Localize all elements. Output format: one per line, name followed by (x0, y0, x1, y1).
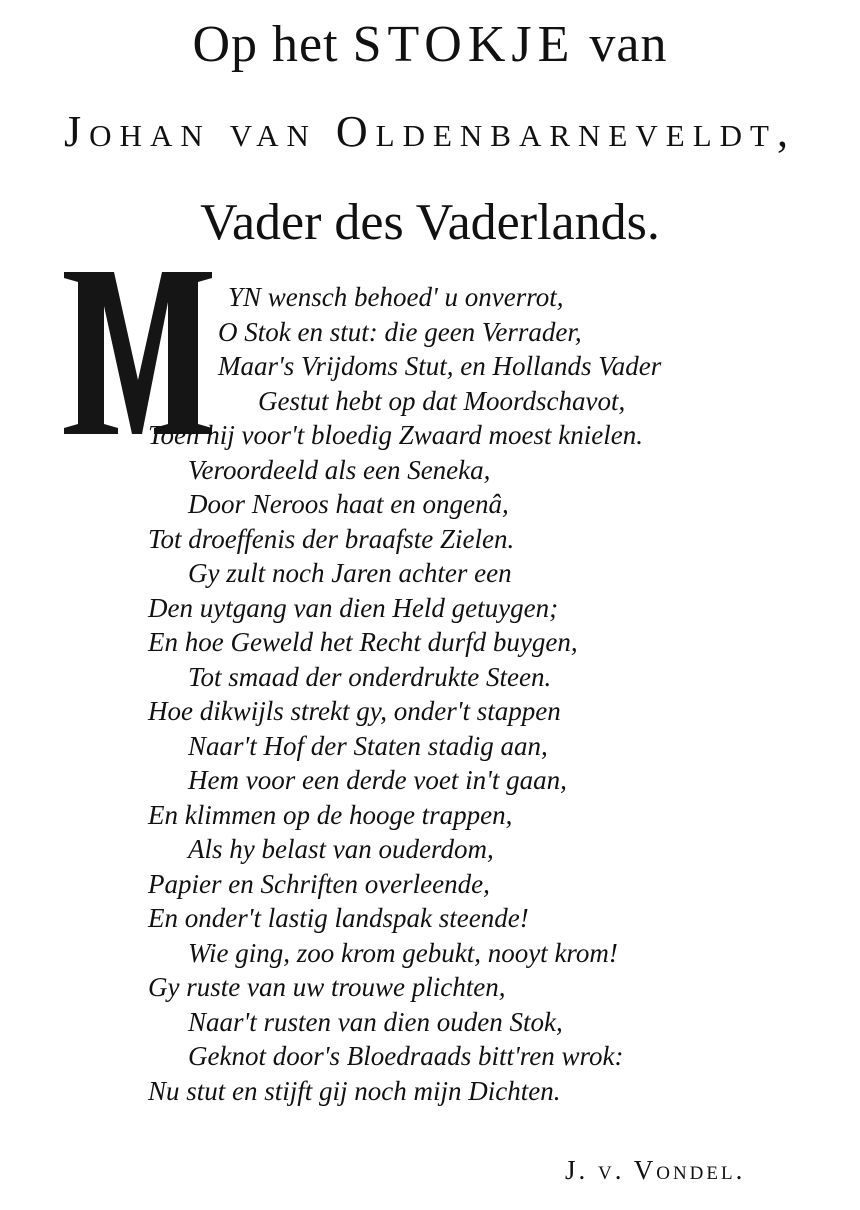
poem-line: Hem voor een derde voet in't gaan, (188, 765, 567, 795)
poem-line: Naar't rusten van dien ouden Stok, (188, 1007, 563, 1037)
poem-line: En onder't lastig landspak steende! (148, 903, 529, 933)
poem-line: Veroordeeld als een Seneka, (188, 455, 491, 485)
poem-line: En hoe Geweld het Recht durfd buygen, (148, 627, 578, 657)
drop-cap-glyph (58, 262, 218, 440)
poem-line: Tot droeffenis der braafste Zielen. (148, 524, 515, 554)
poem-line: Nu stut en stijft gij noch mijn Dichten. (148, 1076, 561, 1106)
poem-line: Hoe dikwijls strekt gy, onder't stappen (148, 696, 561, 726)
poem-line: Papier en Schriften overleende, (148, 869, 490, 899)
poem-line: Toen hij voor't bloedig Zwaard moest knielen. (148, 420, 644, 450)
poem-line: YN wensch behoed' u onverrot, (228, 282, 564, 312)
poem-line: Gy ruste van uw trouwe plichten, (148, 972, 506, 1002)
poem-line: Door Neroos haat en ongenâ, (188, 489, 509, 519)
title-caps-word: STOKJE (352, 16, 576, 73)
title-prefix: Op het (192, 16, 339, 73)
poem-line: O Stok en stut: die geen Verrader, (218, 317, 582, 347)
poem-line: Den uytgang van dien Held getuygen; (148, 593, 559, 623)
title-line-3: Vader des Vaderlands. (200, 194, 660, 251)
poem-line: Als hy belast van ouderdom, (188, 834, 494, 864)
title-line-1 (0, 10, 860, 80)
poem-line: Maar's Vrijdoms Stut, en Hollands Vader (218, 351, 662, 381)
poem-line: En klimmen op de hooge trappen, (148, 800, 513, 830)
poem-line: Tot smaad der onderdrukte Steen. (188, 662, 552, 692)
poem-line: Geknot door's Bloedraads bitt'ren wrok: (188, 1041, 624, 1071)
poem-line: Gestut hebt op dat Moordschavot, (258, 386, 626, 416)
drop-cap-m (58, 262, 218, 440)
author-signature: J. v. Vondel. (565, 1155, 746, 1185)
poem-line: Naar't Hof der Staten stadig aan, (188, 731, 548, 761)
title-line-2: Johan van Oldenbarneveldt, (64, 107, 796, 156)
poem-line: Wie ging, zoo krom gebukt, nooyt krom! (188, 938, 618, 968)
title-suffix: van (589, 16, 668, 73)
poem-line: Gy zult noch Jaren achter een (188, 558, 512, 588)
